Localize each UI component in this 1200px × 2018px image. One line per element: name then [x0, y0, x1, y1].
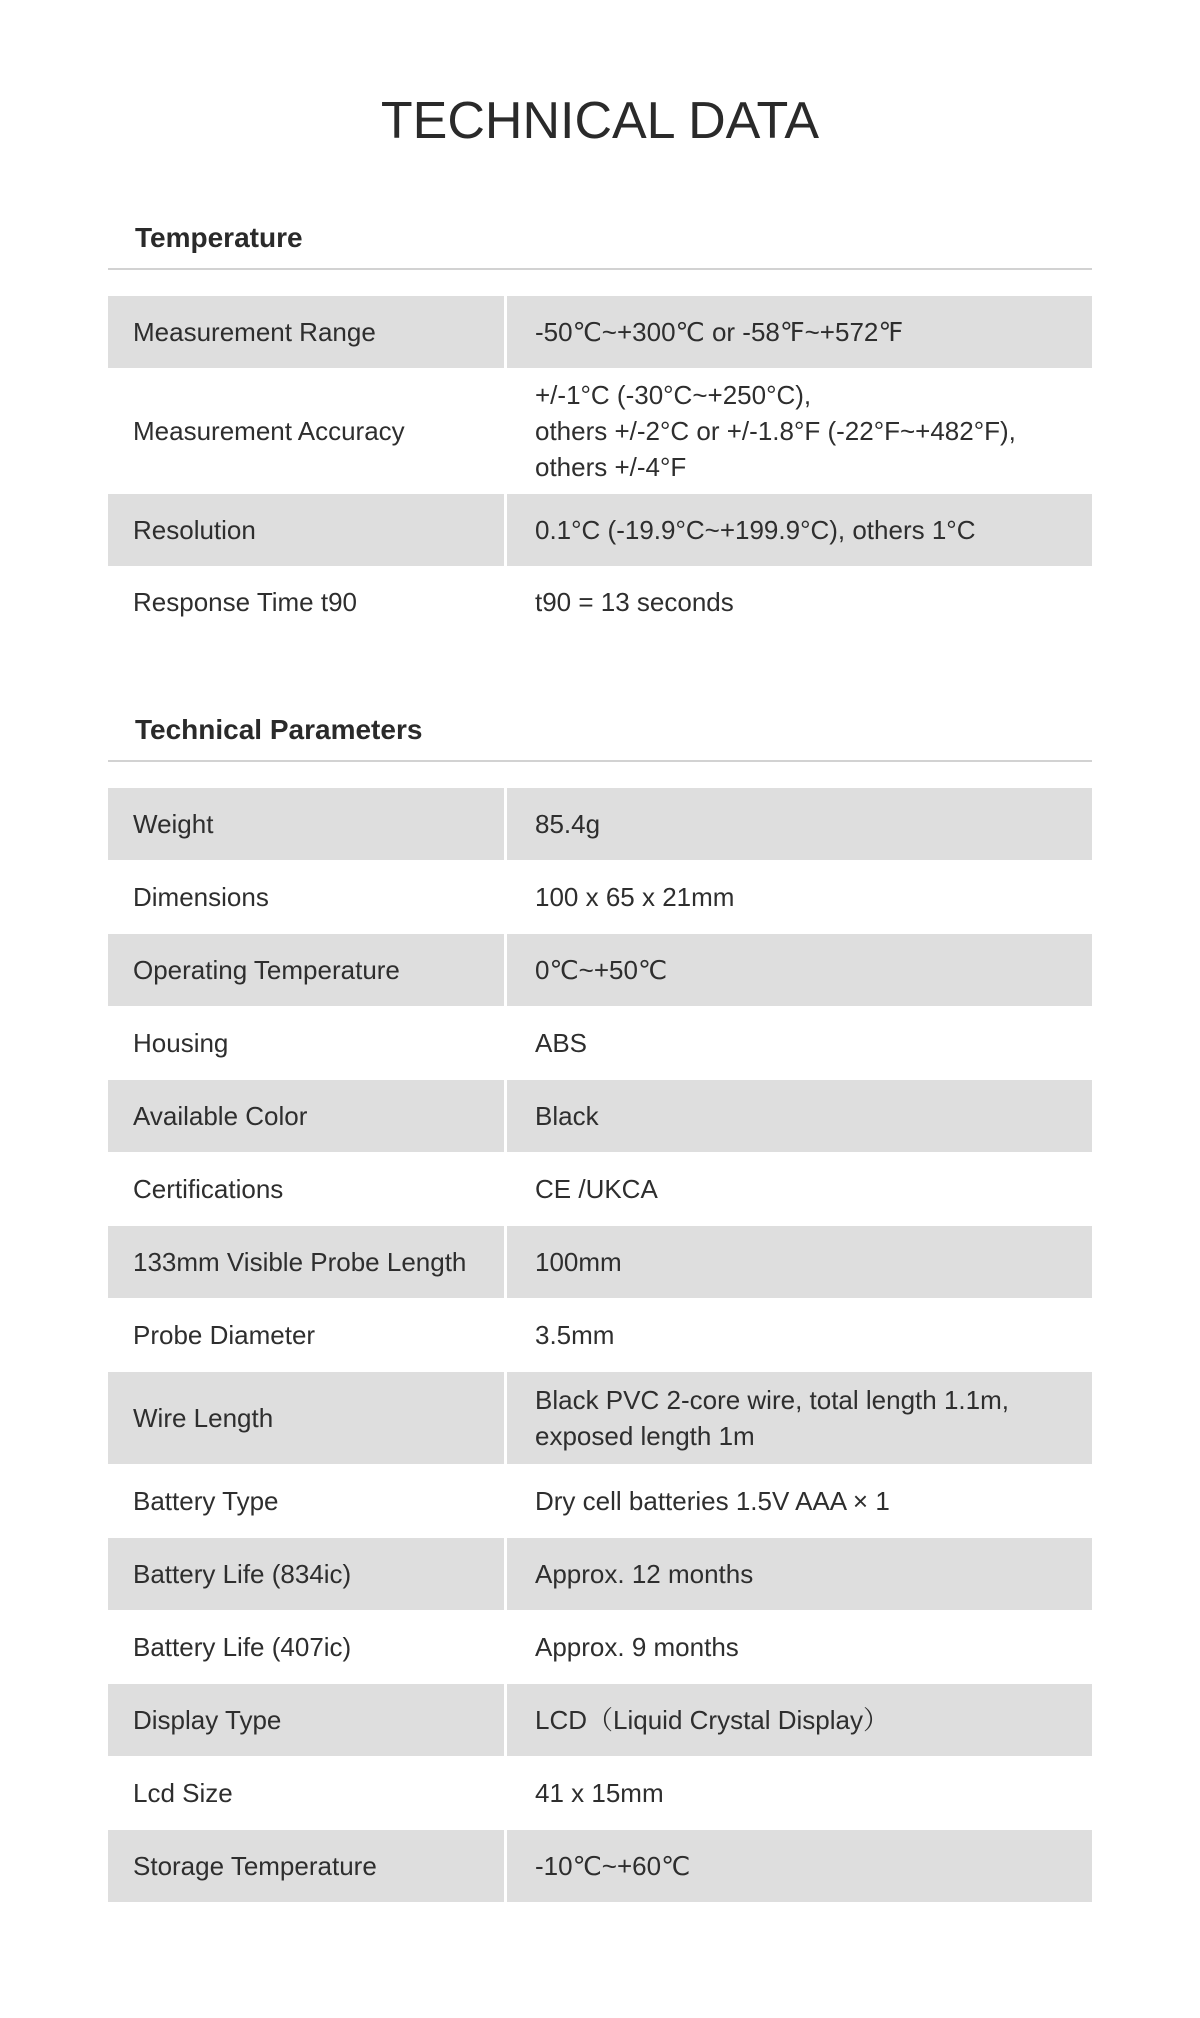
technical-parameters-table	[108, 788, 1092, 1902]
row-value: 100mm	[507, 1226, 1092, 1298]
row-label: Housing	[133, 1028, 229, 1058]
row-label: Battery Type	[133, 1486, 279, 1516]
row-value: Black PVC 2-core wire, total length 1.1m, exposed length 1m	[507, 1372, 1092, 1464]
row-label: Dimensions	[133, 882, 269, 912]
table-row	[108, 1152, 1092, 1226]
row-value: 85.4g	[507, 788, 1092, 860]
table-row	[108, 1080, 1092, 1152]
row-label: Available Color	[108, 1080, 504, 1152]
row-value: ABS	[535, 1028, 588, 1058]
table-row	[108, 860, 1092, 934]
table-row	[108, 1226, 1092, 1298]
table-row	[108, 494, 1092, 566]
row-label: Battery Life (407ic)	[133, 1632, 352, 1662]
table-row	[108, 1538, 1092, 1610]
row-value: Dry cell batteries 1.5V AAA × 1	[535, 1486, 890, 1516]
row-label: Probe Diameter	[133, 1320, 316, 1350]
row-value: t90 = 13 seconds	[535, 587, 734, 617]
row-label: Measurement Accuracy	[133, 416, 405, 446]
table-row	[108, 1756, 1092, 1830]
row-value: 0℃~+50℃	[507, 934, 1092, 1006]
table-row	[108, 368, 1092, 494]
row-label: Battery Life (834ic)	[108, 1538, 504, 1610]
table-row	[108, 1464, 1092, 1538]
row-label: Response Time t90	[133, 587, 358, 617]
table-row	[108, 934, 1092, 1006]
table-row	[108, 1610, 1092, 1684]
row-value: -50℃~+300℃ or -58℉~+572℉	[507, 296, 1092, 368]
technical-parameters-section	[108, 700, 1092, 1902]
table-row	[108, 566, 1092, 638]
table-row	[108, 1830, 1092, 1902]
row-label: Display Type	[108, 1684, 504, 1756]
temperature-section	[108, 208, 1092, 638]
row-value: 100 x 65 x 21mm	[535, 882, 735, 912]
table-row	[108, 1372, 1092, 1464]
row-value: Approx. 12 months	[507, 1538, 1092, 1610]
row-label: Certifications	[133, 1174, 284, 1204]
table-row	[108, 296, 1092, 368]
row-value: Approx. 9 months	[535, 1632, 739, 1662]
row-value: -10℃~+60℃	[507, 1830, 1092, 1902]
row-value: LCD（Liquid Crystal Display）	[507, 1684, 1092, 1756]
table-row	[108, 1298, 1092, 1372]
row-label: Lcd Size	[133, 1778, 233, 1808]
temperature-table	[108, 296, 1092, 638]
row-label: Resolution	[108, 494, 504, 566]
section-title-technical-parameters: Technical Parameters	[108, 700, 1092, 762]
row-label: 133mm Visible Probe Length	[108, 1226, 504, 1298]
row-value: 3.5mm	[535, 1320, 615, 1350]
row-value: +/-1°C (-30°C~+250°C), others +/-2°C or +/-1.8°F (-22°F~+482°F), others +/-4°F	[535, 380, 1016, 482]
row-value: 41 x 15mm	[535, 1778, 664, 1808]
row-label: Storage Temperature	[108, 1830, 504, 1902]
table-row	[108, 788, 1092, 860]
row-label: Operating Temperature	[108, 934, 504, 1006]
page-title: TECHNICAL DATA	[380, 92, 820, 150]
table-row	[108, 1006, 1092, 1080]
section-title-temperature: Temperature	[108, 208, 1092, 270]
row-value: CE /UKCA	[535, 1174, 658, 1204]
table-row	[108, 1684, 1092, 1756]
row-label: Measurement Range	[108, 296, 504, 368]
row-label: Weight	[108, 788, 504, 860]
row-label: Wire Length	[108, 1372, 504, 1464]
row-value: 0.1°C (-19.9°C~+199.9°C), others 1°C	[507, 494, 1092, 566]
row-value: Black	[507, 1080, 1092, 1152]
